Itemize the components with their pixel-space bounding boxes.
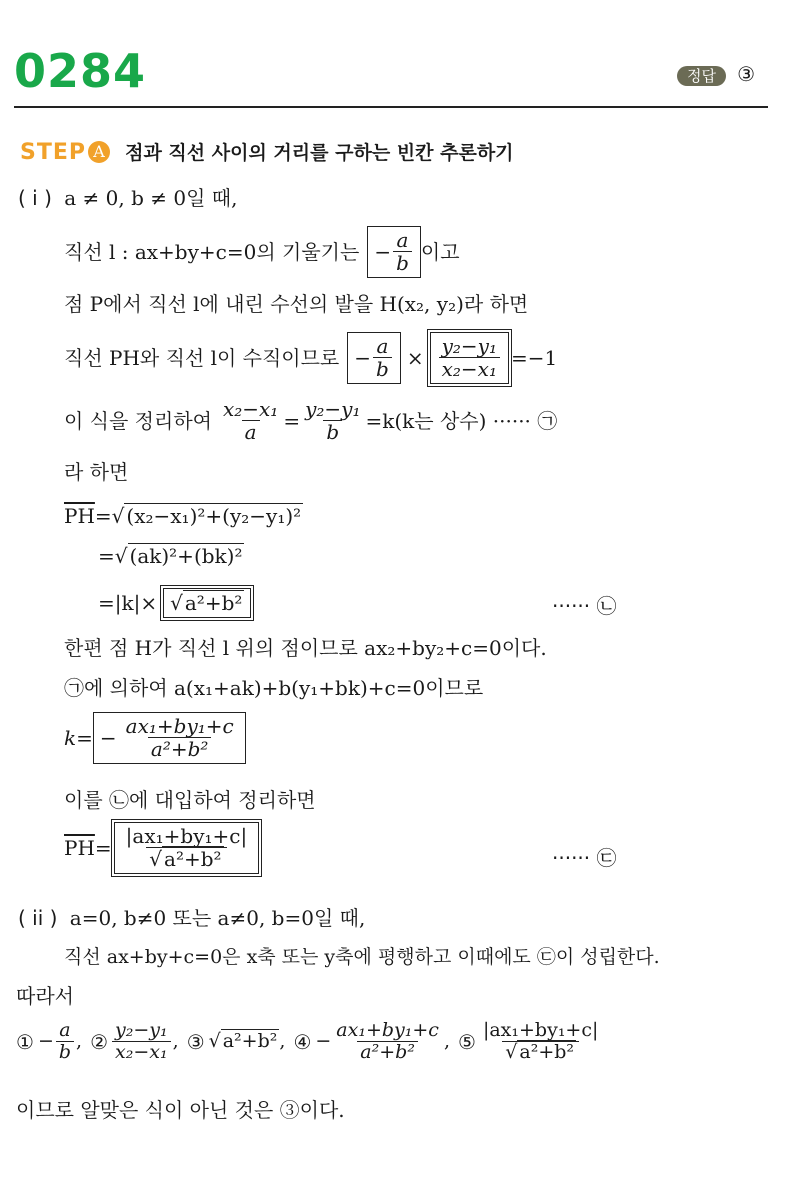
step-heading	[20, 138, 514, 165]
choice-2-sep: ,	[172, 1030, 179, 1053]
case2-condition: a=0, b≠0 또는 a≠0, b=0일 때,	[69, 906, 366, 930]
times-sign: ×	[406, 346, 424, 370]
sqrt-symbol: √ (ak)²+(bk)²	[114, 544, 243, 568]
ph-symbol: $\overline{PH}$	[64, 504, 95, 528]
choice-3-mark: ③	[186, 1029, 205, 1054]
k-sign: −	[99, 726, 117, 750]
answer-badge: 정답	[677, 66, 726, 86]
step-letter-badge: A	[88, 141, 110, 163]
ratio-line	[64, 398, 557, 444]
perp-box-2	[430, 332, 509, 384]
choice-1-sign: −	[37, 1030, 54, 1053]
ph-eq-3	[98, 588, 251, 618]
slope-post: 이고	[420, 240, 460, 264]
case2-header	[18, 906, 365, 930]
problem-number: 0284	[14, 44, 147, 98]
k-lhs: k=	[64, 726, 93, 750]
then-line: 라 하면	[64, 460, 129, 484]
perp-box-1	[347, 332, 401, 384]
perp-post: =−1	[510, 346, 558, 370]
step-title: 점과 직선 사이의 거리를 구하는 빈칸 추론하기	[125, 142, 514, 164]
ph3-radicand: a²+b²	[184, 591, 243, 615]
ratio-f2-den: b	[323, 420, 342, 444]
slope-num: a	[396, 228, 409, 252]
case2-marker: ( ii )	[18, 906, 58, 930]
case2-line: 직선 ax+by+c=0은 x축 또는 y축에 평행하고 이때에도 ㉢이 성립한다.	[64, 946, 660, 968]
ratio-f2-num: y₂−y₁	[305, 397, 361, 421]
k-den: a²+b²	[148, 737, 212, 761]
choice-5-num: |ax₁+by₁+c|	[482, 1019, 599, 1041]
ph4-num: |ax₁+by₁+c|	[125, 824, 248, 848]
choice-1-den: b	[56, 1041, 74, 1064]
tag-2: ······ ㉡	[552, 594, 617, 618]
ph2-radicand: (ak)²+(bk)²	[129, 544, 243, 568]
ph3-box	[163, 588, 251, 618]
ph4-den-radicand: a²+b²	[164, 847, 222, 871]
case1-condition: a ≠ 0, b ≠ 0일 때,	[64, 186, 238, 210]
choices-line	[16, 1020, 603, 1064]
answer-label	[677, 62, 755, 86]
perpendicular-line	[64, 332, 557, 384]
k-equation	[64, 712, 246, 764]
ph-final	[64, 822, 259, 874]
choice-2-mark: ②	[90, 1029, 109, 1054]
ph-final-box	[114, 822, 260, 874]
ph-eq-1	[64, 504, 303, 528]
substitute-line: ㉠에 의하여 a(x₁+ak)+b(y₁+bk)+c=0이므로	[64, 676, 484, 700]
choice-2-den: x₂−x₁	[112, 1041, 171, 1064]
slope-text: 직선 l : ax+by+c=0의 기울기는	[64, 240, 360, 264]
ph-eq-2	[98, 544, 244, 568]
ratio-eq: =	[283, 409, 301, 433]
on-line-line: 한편 점 H가 직선 l 위의 점이므로 ax₂+by₂+c=0이다.	[64, 636, 547, 660]
case1-header	[18, 186, 237, 210]
ratio-text: 이 식을 정리하여	[64, 409, 212, 433]
case1-marker: ( i )	[18, 186, 52, 210]
choice-5-mark: ⑤	[458, 1029, 476, 1054]
ph-symbol: $\overline{PH}$	[64, 836, 95, 860]
choice-1-mark: ①	[16, 1029, 34, 1054]
choice-3-sep: ,	[279, 1030, 286, 1053]
perp-box1-den: b	[373, 357, 392, 381]
choice-1-num: a	[59, 1019, 71, 1041]
slope-sign: −	[374, 240, 392, 264]
perp-box2-den: x₂−x₁	[439, 357, 500, 381]
sqrt-symbol: √ a²+b²	[505, 1040, 575, 1063]
ph1-radicand: (x₂−x₁)²+(y₂−y₁)²	[126, 504, 302, 528]
sqrt-symbol: √ a²+b²	[149, 847, 222, 871]
choice-1-sep: ,	[76, 1030, 83, 1053]
conclusion-intro: 따라서	[16, 984, 74, 1008]
choice-4-num: ax₁+by₁+c	[336, 1019, 439, 1041]
slope-answer-box	[367, 226, 421, 278]
sqrt-symbol: √ a²+b²	[208, 1030, 278, 1053]
ph2-eq: =	[98, 544, 115, 568]
ph4-eq: =	[94, 836, 112, 860]
header-rule	[14, 106, 768, 108]
perp-box1-num: a	[376, 334, 389, 358]
sqrt-symbol: √ (x₂−x₁)²+(y₂−y₁)²	[111, 504, 302, 528]
choice-5-den-radicand: a²+b²	[519, 1040, 575, 1063]
choice-4-mark: ④	[293, 1029, 312, 1054]
choice-3-radicand: a²+b²	[222, 1030, 278, 1053]
choice-4-den: a²+b²	[357, 1041, 418, 1064]
step-label: STEP	[20, 140, 87, 165]
choice-2-num: y₂−y₁	[115, 1019, 168, 1041]
ratio-post: =k(k는 상수) ······ ㉠	[365, 409, 558, 433]
choice-4-sign: −	[315, 1030, 332, 1053]
tag-3: ······ ㉢	[552, 846, 617, 870]
ratio-f1-num: x₂−x₁	[222, 397, 279, 421]
perp-box1-sign: −	[354, 346, 372, 370]
ph1-eq: =	[94, 504, 112, 528]
sqrt-symbol: √ a²+b²	[170, 591, 243, 615]
ph3-pre: =|k|×	[98, 591, 158, 615]
answer-value: ③	[737, 62, 756, 86]
k-box	[93, 712, 246, 764]
k-num: ax₁+by₁+c	[125, 714, 234, 738]
choice-4-sep: ,	[443, 1030, 450, 1053]
perp-text: 직선 PH와 직선 l이 수직이므로	[64, 346, 340, 370]
slope-line	[64, 226, 460, 278]
plug-line: 이를 ㉡에 대입하여 정리하면	[64, 788, 316, 812]
foot-line: 점 P에서 직선 l에 내린 수선의 발을 H(x₂, y₂)라 하면	[64, 292, 529, 316]
ratio-f1-den: a	[242, 420, 260, 444]
slope-den: b	[393, 251, 412, 275]
final-statement: 이므로 알맞은 식이 아닌 것은 ③이다.	[16, 1098, 345, 1122]
perp-box2-num: y₂−y₁	[441, 334, 497, 358]
